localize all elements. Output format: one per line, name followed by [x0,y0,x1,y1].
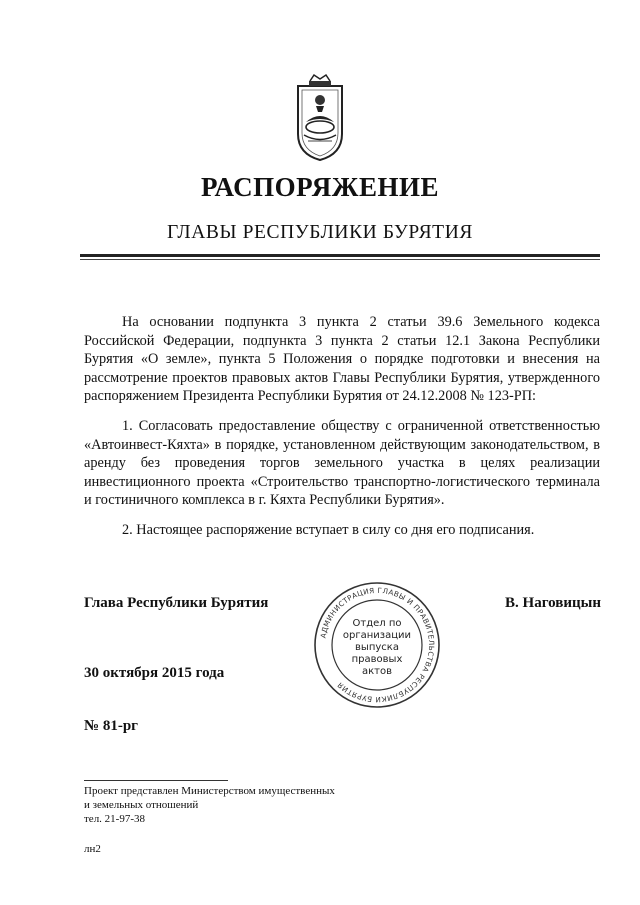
footer-divider [84,780,228,781]
preamble-paragraph: На основании подпункта 3 пункта 2 статьи 39.6 Земельного кодекса Российской Федерации, подпункта 3 пункта 2 статьи 12.1 Закона Республики Бурятия «О земле», пункта 5 Положения о порядке подготовки и внесения на рассмотрение проектов правовых актов Главы Республики Бурятия, утвержденного распоряжением Президента Республики Бурятия от 24.12.2008 № 123-РП: [84,314,600,405]
signatory-position: Глава Республики Бурятия [84,595,269,611]
stamp-line: правовых [351,654,403,665]
footer-note [84,784,335,826]
stamp-line: организации [342,630,412,641]
header-divider [80,254,600,257]
clause-2-paragraph: 2. Настоящее распоряжение вступает в силу со дня его подписания. [122,521,535,538]
signatory-name: В. Наговицын [505,595,601,611]
official-stamp [312,580,442,710]
stamp-line: Отдел по [352,618,402,629]
header-divider-thin [80,259,600,260]
footer-line: и земельных отношений [84,799,199,811]
stamp-line: выпуска [355,642,399,653]
clause-1-paragraph: 1. Согласовать предоставление обществу с ограниченной ответственностью «Автоинвест-Кяхта» в порядке, установленном действующим законодательством, в аренду без проведения торгов земельного участка в целях реализации инвестиционного проекта «Строительство транспортно-логистического терминала и гостиничного комплекса в г. Кяхта Республики Бурятия». [84,417,600,509]
stamp-line: актов [361,666,393,677]
document-title: РАСПОРЯЖЕНИЕ [200,172,440,202]
stamp-ring-text: АДМИНИСТРАЦИЯ ГЛАВЫ И ПРАВИТЕЛЬСТВА РЕСПУБЛИКИ БУРЯТИЯ [318,585,437,705]
document-code: лн2 [84,843,101,855]
document-subtitle: ГЛАВЫ РЕСПУБЛИКИ БУРЯТИЯ [167,222,473,243]
footer-line: тел. 21-97-38 [84,813,146,825]
document-date: 30 октября 2015 года [84,665,225,681]
coat-of-arms-emblem [292,72,348,162]
document-number: № 81-рг [84,718,138,734]
document-body [84,313,600,540]
footer-line: Проект представлен Министерством имущественных [84,785,335,797]
